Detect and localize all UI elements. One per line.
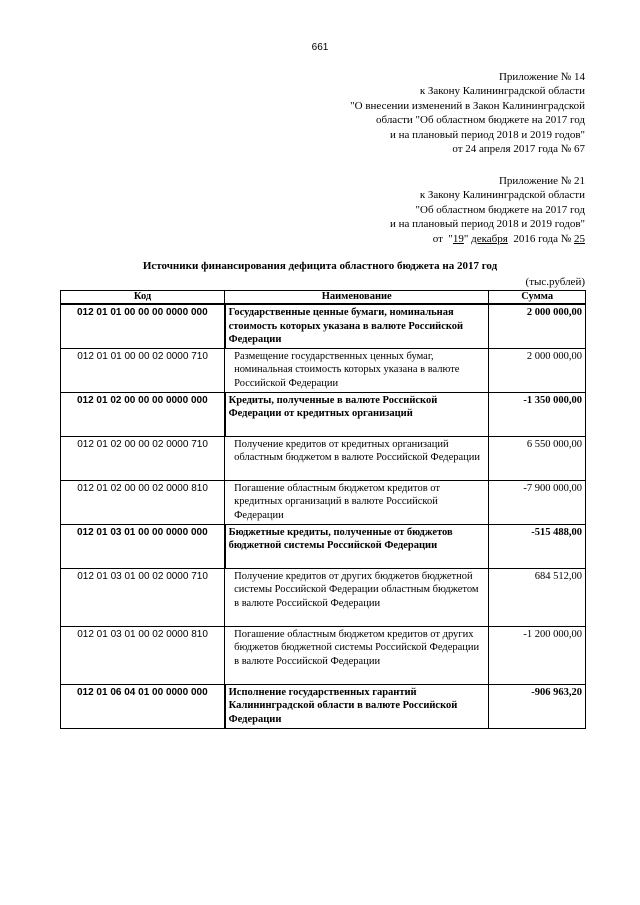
row-sum: 2 000 000,00 (489, 348, 586, 392)
table-row (61, 626, 586, 684)
row-code: 012 01 02 00 00 02 0000 710 (61, 436, 225, 480)
header-name: Наименование (225, 291, 489, 305)
row-sum: -906 963,20 (489, 684, 586, 728)
appendix-line: "О внесении изменений в Закон Калининградской (350, 99, 585, 112)
appendix-line: Приложение № 14 (498, 71, 585, 83)
table-row (61, 480, 586, 524)
row-sum: -1 350 000,00 (489, 392, 586, 436)
table-row (61, 392, 586, 436)
row-sum: -1 200 000,00 (489, 626, 586, 684)
row-name: Погашение областным бюджетом кредитов от других бюджетов бюджетной системы Российской Федерации в валюте Российской Федерации (225, 626, 489, 684)
date-prefix: от " (432, 232, 453, 245)
row-code: 012 01 01 00 00 00 0000 000 (61, 304, 225, 348)
appendix-line: от 24 апреля 2017 года № 67 (452, 143, 585, 156)
row-name: Исполнение государственных гарантий Калининградской области в валюте Российской Федерации (225, 684, 489, 728)
appendix-line: "Об областном бюджете на 2017 год (415, 203, 585, 216)
row-name: Кредиты, полученные в валюте Российской Федерации от кредитных организаций (225, 392, 489, 436)
row-sum: 6 550 000,00 (489, 436, 586, 480)
appendix-line: Приложение № 21 (498, 175, 585, 187)
appendix-21-header (390, 174, 585, 246)
table-row (61, 304, 586, 348)
header-code: Код (61, 291, 225, 305)
row-sum: 684 512,00 (489, 568, 586, 626)
row-code: 012 01 06 04 01 00 0000 000 (61, 684, 225, 728)
appendix-line: к Закону Калининградской области (419, 85, 585, 98)
document-title: Источники финансирования дефицита областного бюджета на 2017 год (142, 260, 498, 272)
row-name: Погашение областным бюджетом кредитов от кредитных организаций в валюте Российской Федерации (225, 480, 489, 524)
row-code: 012 01 03 01 00 02 0000 810 (61, 626, 225, 684)
row-sum: -515 488,00 (489, 524, 586, 568)
date-quote: " (463, 232, 469, 245)
date-month: декабря (471, 232, 508, 245)
page-number: 661 (311, 42, 329, 53)
row-code: 012 01 02 00 00 00 0000 000 (61, 392, 225, 436)
table-header-row (61, 291, 586, 305)
row-sum: 2 000 000,00 (489, 304, 586, 348)
appendix-line: области "Об областном бюджете на 2017 год (376, 114, 585, 127)
table-row (61, 348, 586, 392)
row-code: 012 01 03 01 00 02 0000 710 (61, 568, 225, 626)
appendix-line: к Закону Калининградской области (419, 189, 585, 202)
date-day: 19 (452, 232, 464, 245)
row-code: 012 01 01 00 00 02 0000 710 (61, 348, 225, 392)
appendix-date-line (390, 232, 585, 246)
row-code: 012 01 03 01 00 00 0000 000 (61, 524, 225, 568)
table-row (61, 436, 586, 480)
row-name: Получение кредитов от кредитных организаций областным бюджетом в валюте Российской Федерации (225, 436, 489, 480)
row-code: 012 01 02 00 00 02 0000 810 (61, 480, 225, 524)
appendix-line: и на плановый период 2018 и 2019 годов" (389, 218, 585, 231)
appendix-line: и на плановый период 2018 и 2019 годов" (389, 128, 585, 141)
row-name: Размещение государственных ценных бумаг, номинальная стоимость которых указана в валюте Российской Федерации (225, 348, 489, 392)
row-name: Государственные ценные бумаги, номинальная стоимость которых указана в валюте Российской Федерации (225, 304, 489, 348)
table-row (61, 684, 586, 728)
row-name: Получение кредитов от других бюджетов бюджетной системы Российской Федерации областным бюджетом в валюте Российской Федерации (225, 568, 489, 626)
table-row (61, 524, 586, 568)
units-label: (тыс.рублей) (525, 276, 585, 288)
row-name: Бюджетные кредиты, полученные от бюджетов бюджетной системы Российской Федерации (225, 524, 489, 568)
appendix-14-header (350, 70, 585, 156)
table-row (61, 568, 586, 626)
law-number: 25 (574, 232, 585, 245)
date-year: 2016 года № (507, 232, 574, 245)
header-sum: Сумма (489, 291, 586, 305)
financing-sources-table (60, 290, 586, 729)
row-sum: -7 900 000,00 (489, 480, 586, 524)
